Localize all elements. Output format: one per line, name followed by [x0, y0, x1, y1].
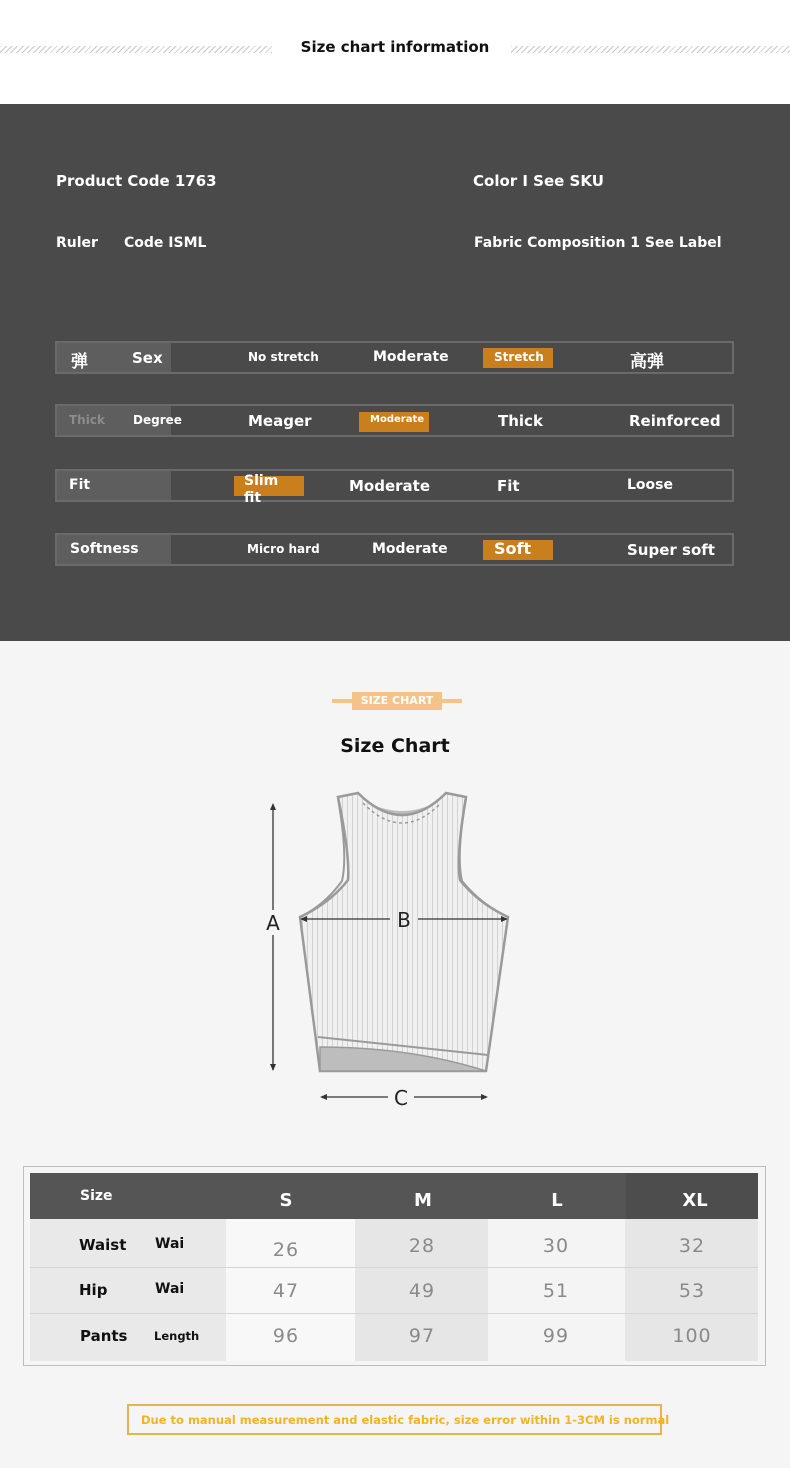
option-stretch-selected: Stretch	[494, 350, 544, 364]
option-moderate: Moderate	[373, 349, 449, 365]
row-label-waist: Waist	[79, 1236, 127, 1254]
row-label-hip: Hip	[79, 1281, 108, 1299]
attribute-label-a: Softness	[70, 541, 139, 557]
value-hip-m: 49	[408, 1280, 436, 1302]
attribute-label-b: Sex	[132, 349, 163, 367]
measurement-note	[127, 1404, 670, 1435]
value-length-m: 97	[408, 1325, 436, 1347]
row-sublabel-waist: Wai	[155, 1236, 185, 1252]
option-thick: Thick	[498, 412, 543, 430]
attribute-row-fit	[55, 469, 734, 506]
option-meager: Meager	[248, 412, 312, 430]
attribute-row-thickness	[55, 404, 734, 437]
row-separator	[30, 1313, 758, 1314]
product-code: Product Code 1763	[56, 172, 217, 190]
value-waist-l: 30	[542, 1235, 570, 1257]
row-separator	[30, 1267, 758, 1268]
header-size-xl: XL	[682, 1190, 708, 1211]
value-length-s: 96	[272, 1325, 300, 1347]
header-size-label: Size	[80, 1188, 113, 1204]
row-sublabel-hip: Wai	[155, 1281, 185, 1297]
size-table	[23, 1166, 766, 1366]
value-waist-m: 28	[408, 1235, 436, 1257]
header-size-l: L	[551, 1190, 563, 1211]
attribute-row-softness	[55, 533, 734, 566]
size-chart-badge	[332, 692, 462, 710]
size-chart-title: Size Chart	[340, 735, 450, 757]
option-moderate: Moderate	[349, 477, 431, 495]
badge-label: SIZE CHART	[352, 692, 442, 710]
header-size-s: S	[279, 1190, 293, 1211]
garment-body	[300, 793, 508, 1071]
option-high-stretch: 高弹	[630, 352, 664, 372]
value-hip-l: 51	[542, 1280, 570, 1302]
header-section	[0, 0, 790, 104]
option-loose: Loose	[627, 477, 673, 493]
arrowhead	[270, 803, 276, 810]
ruler-label: Ruler	[56, 235, 98, 251]
option-slim-fit-selected: Slim fit	[244, 473, 279, 506]
measure-b-label: B	[397, 908, 411, 932]
attribute-label-b: Degree	[133, 413, 182, 427]
option-reinforced: Reinforced	[629, 412, 721, 430]
option-fit: Fit	[497, 477, 520, 495]
product-info-panel	[0, 104, 790, 641]
value-hip-xl: 53	[678, 1280, 706, 1302]
measure-c-label: C	[394, 1086, 408, 1110]
ruler-value: Code ISML	[124, 235, 207, 251]
arrowhead	[481, 1094, 488, 1100]
row-label-pants: Pants	[80, 1327, 128, 1345]
arrowhead	[320, 1094, 327, 1100]
header-size-m: M	[414, 1190, 432, 1211]
value-length-xl: 100	[672, 1325, 712, 1347]
option-moderate-selected: Moderate	[370, 414, 425, 425]
value-waist-s: 26	[272, 1239, 300, 1261]
option-super-soft: Super soft	[627, 541, 715, 559]
measurement-note-text: Due to manual measurement and elastic fabric, size error within 1-3CM is normal	[141, 1413, 670, 1427]
option-micro-hard: Micro hard	[247, 542, 320, 556]
row-sublabel-length: Length	[154, 1329, 200, 1343]
option-soft-selected: Soft	[494, 539, 532, 558]
measure-a-label: A	[266, 911, 280, 935]
product-color: Color I See SKU	[473, 172, 604, 190]
value-hip-s: 47	[272, 1280, 300, 1302]
attribute-row-elasticity	[55, 341, 734, 374]
option-moderate: Moderate	[372, 541, 448, 557]
value-waist-xl: 32	[678, 1235, 706, 1257]
arrowhead	[270, 1064, 276, 1071]
table-header	[30, 1173, 758, 1219]
page-title: Size chart information	[300, 38, 490, 56]
value-length-l: 99	[542, 1325, 570, 1347]
attribute-label-a: 弹	[71, 352, 88, 372]
fabric-composition: Fabric Composition 1 See Label	[474, 235, 722, 251]
tank-top-measurement-diagram	[250, 785, 530, 1115]
attribute-label-a: Thick	[69, 413, 105, 427]
option-no-stretch: No stretch	[248, 350, 319, 364]
attribute-label-a: Fit	[69, 477, 91, 493]
